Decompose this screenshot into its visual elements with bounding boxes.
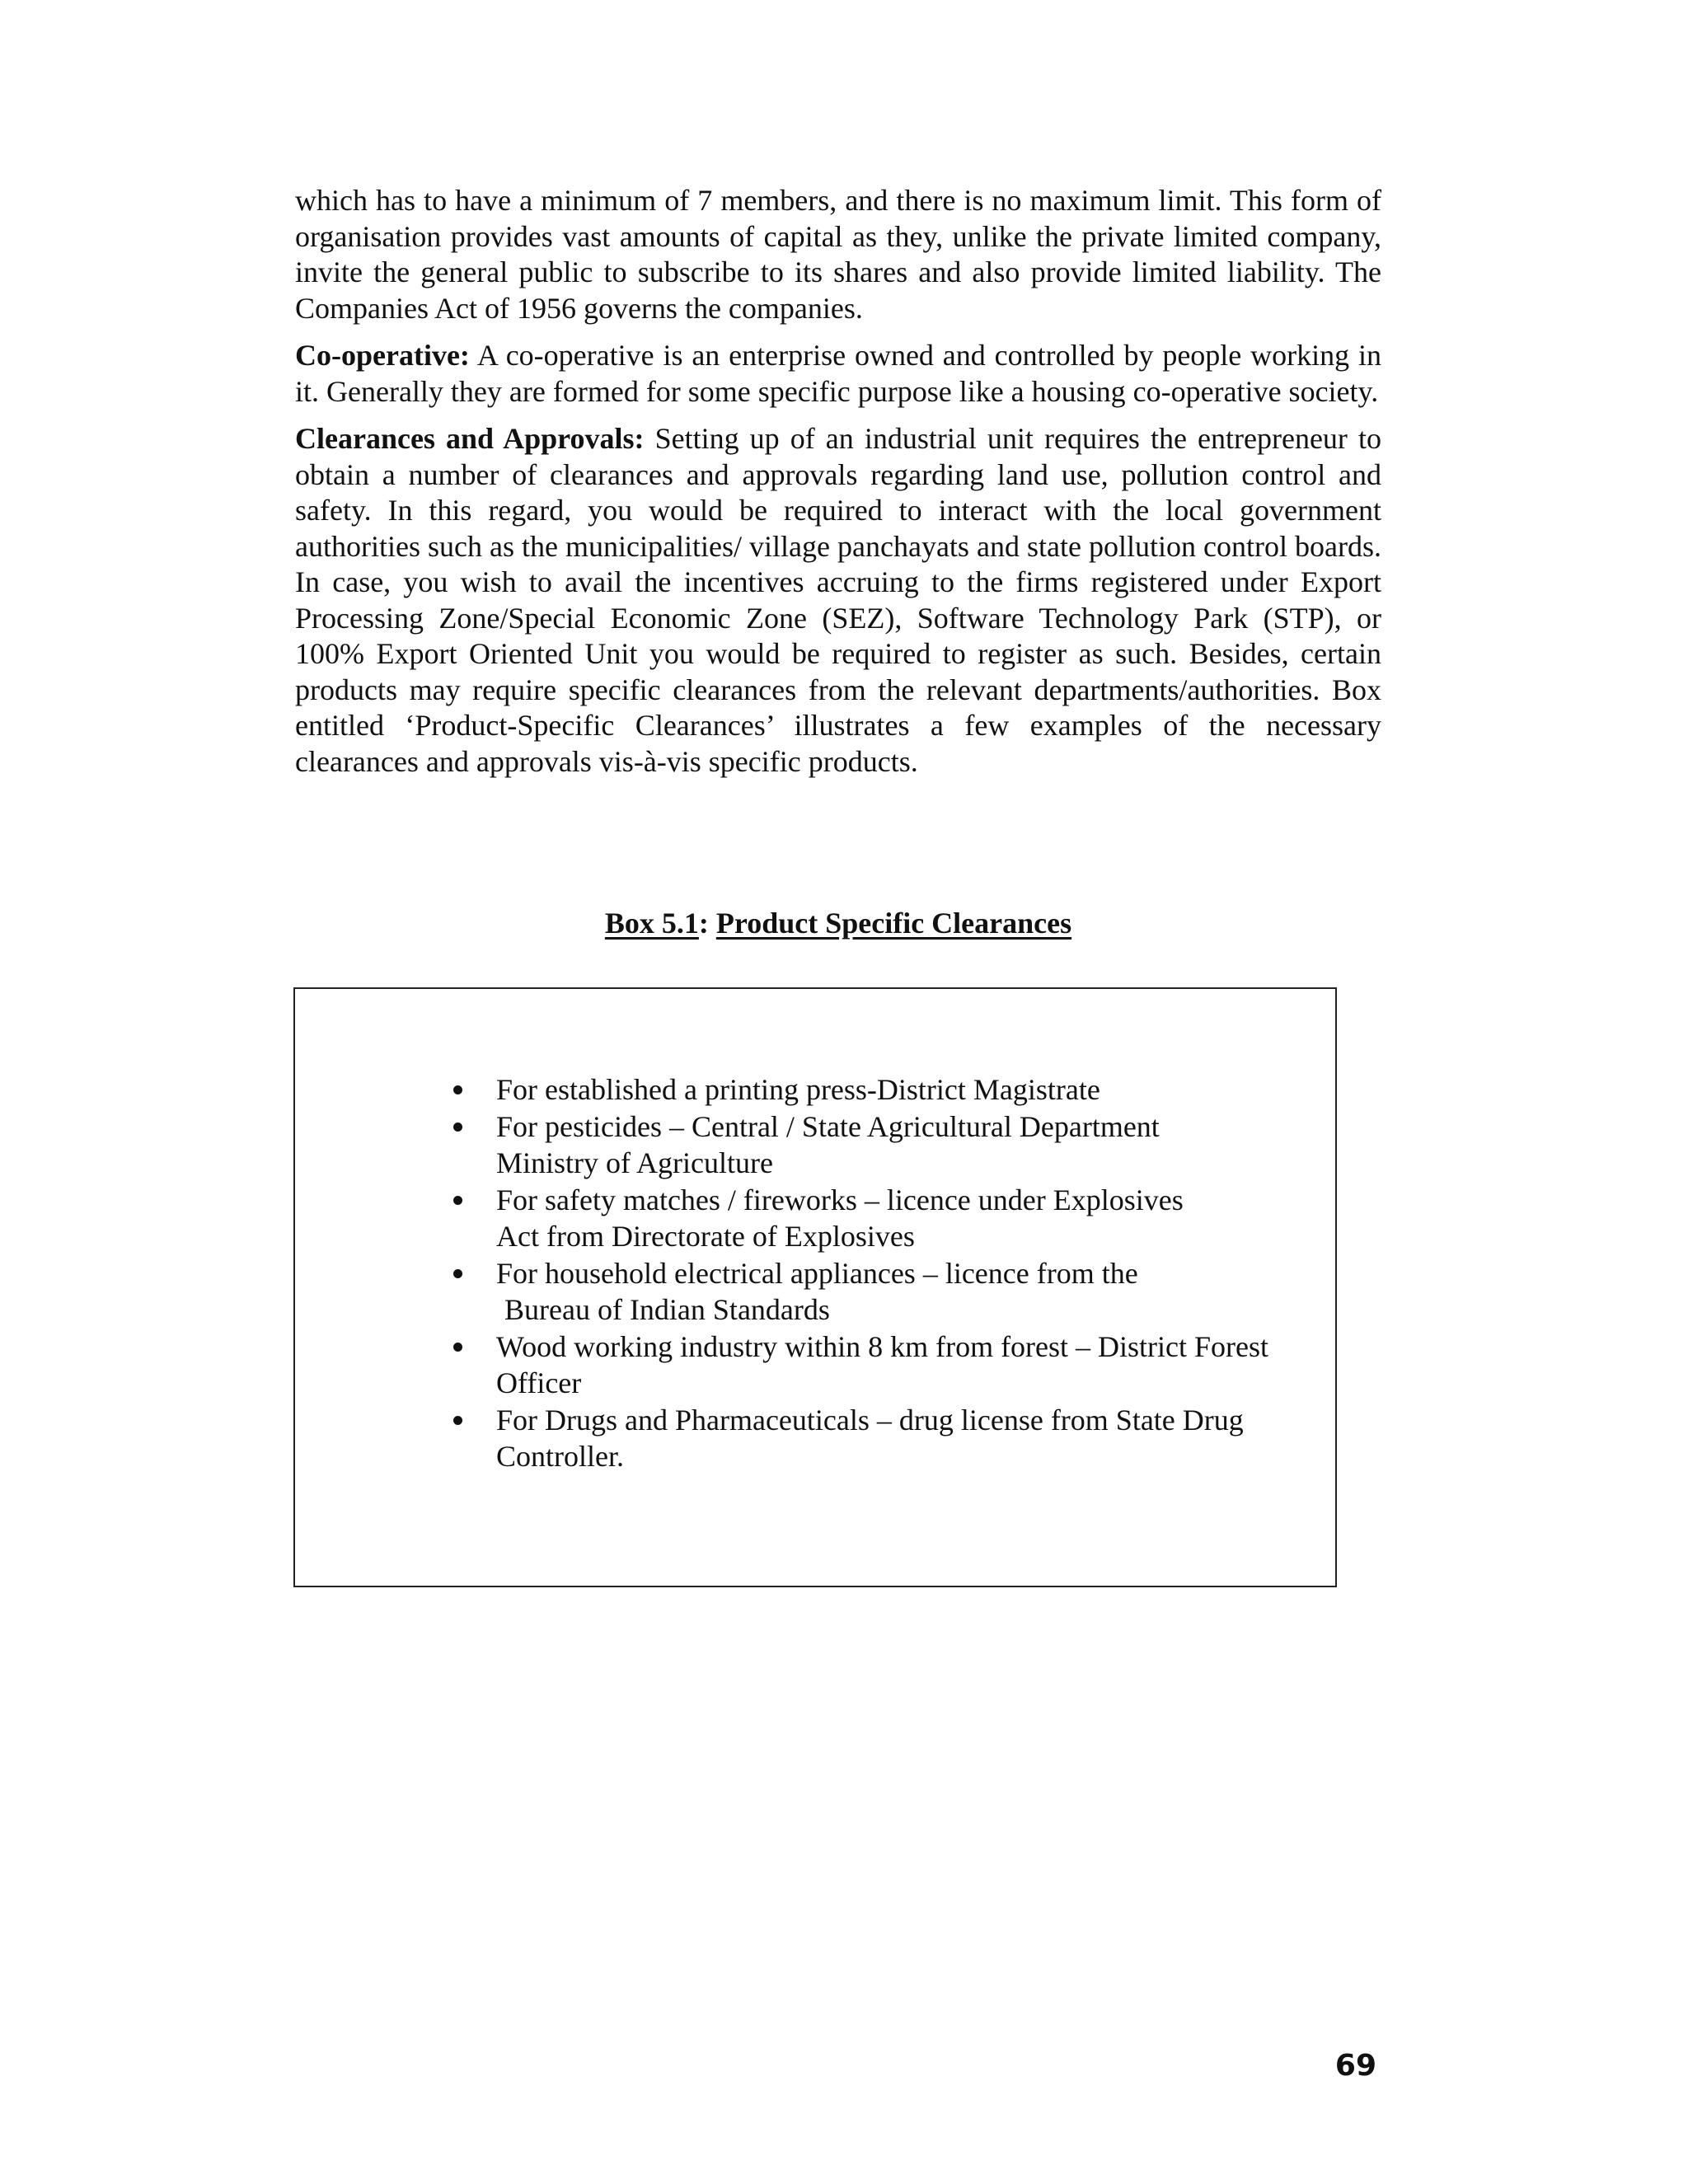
list-item-continuation: Act from Directorate of Explosives	[496, 1220, 915, 1253]
clearances-text: Setting up of an industrial unit requires the entrepreneur to obtain a number of clearances and approvals regarding land use, pollution control and safety. In this regard, you would be required to interact with the local government authorities such as the municipalities/ village panchayats and state pollution control boards. In case, you wish to avail the incentives accruing to the firms registered under Export Processing Zone/Special Economic Zone (SEZ), Software Technology Park (STP), or 100% Export Oriented Unit you would be required to register as such. Besides, certain products may require specific clearances from the relevant departments/authorities. Box entitled ‘Product-Specific Clearances’ illustrates a few examples of the necessary clearances and approvals vis-à-vis specific products.	[295, 422, 1381, 778]
bullet-icon	[453, 1269, 462, 1278]
bullet-icon	[453, 1343, 462, 1352]
paragraph-companies-text: which has to have a minimum of 7 members, and there is no maximum limit. This form of organisation provides vast amounts of capital as they, unlike the private limited company, invite the general public to subscribe to its shares and also provide limited liability. The Companies Act of 1956 governs the companies.	[295, 184, 1381, 325]
list-item	[453, 1255, 1335, 1329]
cooperative-text: A co-operative is an enterprise owned and controlled by people working in it. Generally they are formed for some specific purpose like a housing co-operative society.	[295, 339, 1382, 408]
clearances-term: Clearances and Approvals:	[295, 422, 645, 455]
list-item-text: Wood working industry within 8 km from forest – District Forest	[496, 1329, 1269, 1363]
box-label: Box 5.1	[604, 907, 699, 940]
list-item-text: For pesticides – Central / State Agricultural Department	[496, 1109, 1160, 1143]
paragraph-companies	[295, 183, 1381, 326]
box-caption-separator: :	[698, 907, 709, 940]
list-item	[453, 1402, 1335, 1475]
list-item-text: For household electrical appliances – licence from the	[496, 1256, 1138, 1290]
body-text	[295, 183, 1381, 791]
list-item-continuation: Ministry of Agriculture	[496, 1146, 773, 1179]
list-item-text: For established a printing press-District Magistrate	[496, 1073, 1100, 1106]
box-caption	[295, 905, 1381, 941]
list-item-continuation: Bureau of Indian Standards	[504, 1293, 830, 1326]
bullet-icon	[453, 1122, 462, 1132]
cooperative-term: Co-operative:	[295, 339, 470, 372]
list-item	[453, 1071, 1335, 1108]
box-title: Product Specific Clearances	[715, 907, 1072, 940]
page-number: 69	[1334, 2049, 1376, 2083]
list-item-continuation: Officer	[496, 1366, 582, 1399]
clearances-list	[453, 1071, 1335, 1475]
list-item-text: For safety matches / fireworks – licence under Explosives	[496, 1183, 1184, 1216]
list-item-continuation: Controller.	[496, 1440, 624, 1473]
bullet-icon	[453, 1085, 462, 1094]
paragraph-cooperative	[295, 338, 1381, 410]
bullet-icon	[453, 1416, 462, 1425]
clearances-box	[293, 987, 1337, 1587]
list-item-text: For Drugs and Pharmaceuticals – drug license from State Drug	[496, 1403, 1244, 1436]
list-item	[453, 1108, 1335, 1182]
paragraph-clearances	[295, 421, 1381, 780]
list-item	[453, 1182, 1335, 1255]
bullet-icon	[453, 1196, 462, 1205]
list-item	[453, 1329, 1335, 1402]
